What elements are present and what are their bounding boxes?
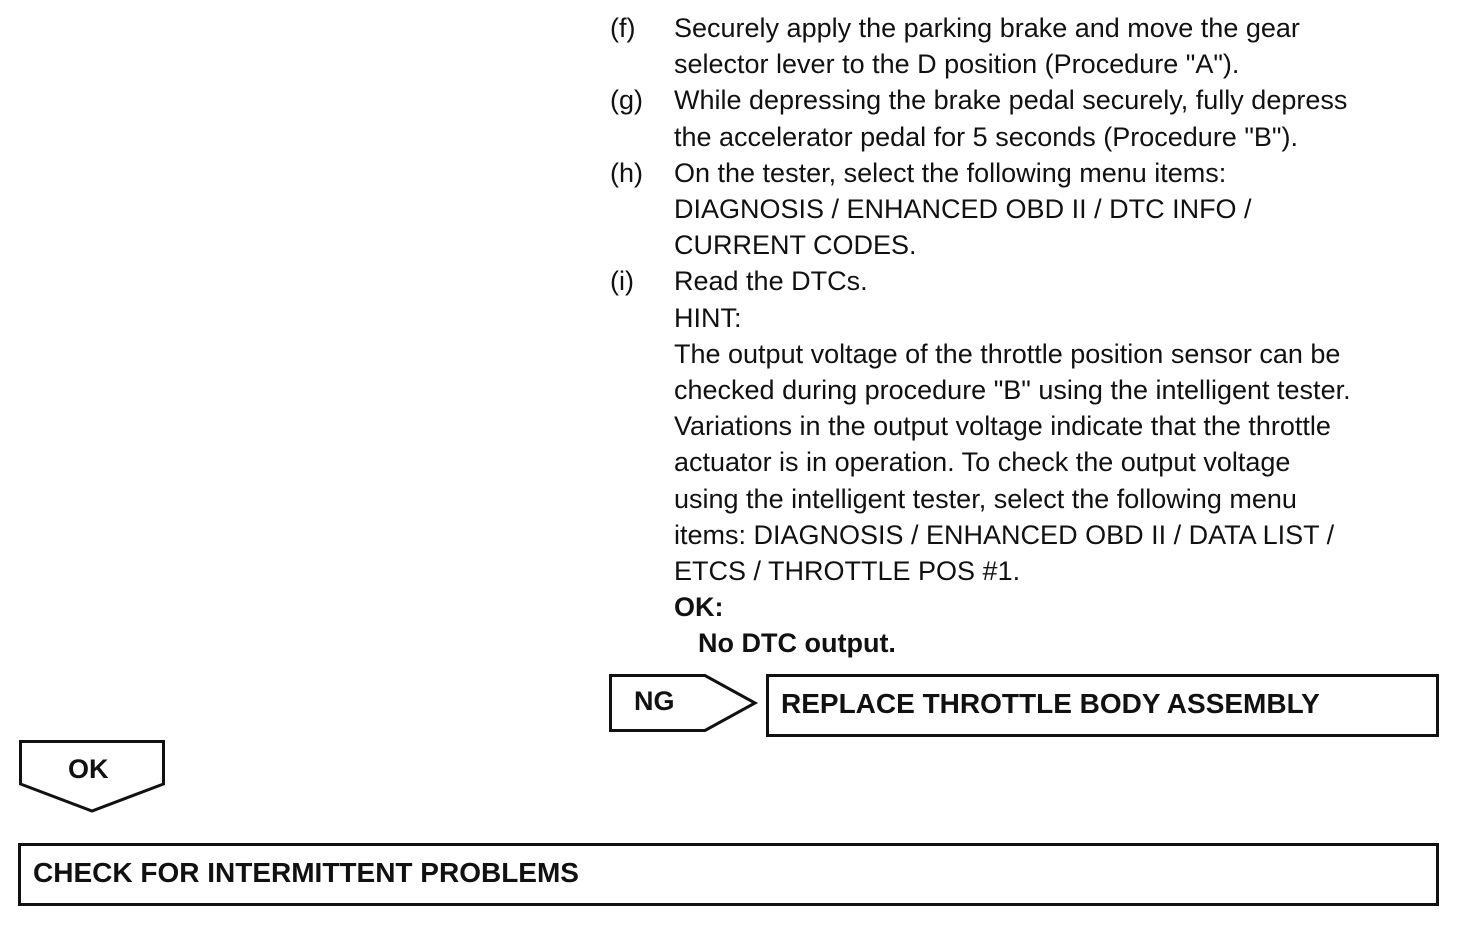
step-i: [610, 263, 1450, 661]
hint-text-line: checked during procedure "B" using the intelligent tester.: [674, 375, 1351, 406]
step-text-line: DIAGNOSIS / ENHANCED OBD II / DTC INFO /: [674, 194, 1252, 225]
ok-result-text: CHECK FOR INTERMITTENT PROBLEMS: [33, 857, 579, 888]
step-text-line: CURRENT CODES.: [674, 230, 917, 261]
step-h: [610, 155, 1450, 264]
step-text-line: selector lever to the D position (Procedure "A").: [674, 49, 1240, 80]
ng-result-box: [766, 674, 1439, 737]
hint-text-line: ETCS / THROTTLE POS #1.: [674, 556, 1021, 587]
ok-criteria-value: No DTC output.: [698, 628, 896, 659]
step-g: [610, 82, 1450, 154]
ok-label: OK: [68, 754, 109, 784]
hint-text-line: using the intelligent tester, select the following menu: [674, 483, 1297, 514]
step-text-line: On the tester, select the following menu items:: [674, 157, 1227, 188]
step-f: [610, 10, 1450, 82]
ng-label: NG: [634, 686, 675, 716]
step-text-line: Read the DTCs.: [674, 266, 868, 297]
step-text-line: Securely apply the parking brake and move the gear: [674, 13, 1300, 43]
step-marker: (i): [610, 266, 634, 297]
hint-label: HINT:: [674, 302, 742, 333]
ok-result-box: [18, 843, 1439, 906]
ok-criteria-label: OK:: [674, 592, 724, 623]
procedure-steps: [610, 10, 1450, 662]
hint-text-line: actuator is in operation. To check the output voltage: [674, 447, 1291, 478]
hint-text-line: Variations in the output voltage indicate that the throttle: [674, 411, 1331, 442]
step-marker: (g): [610, 85, 643, 116]
step-text-line: While depressing the brake pedal securely, fully depress: [674, 85, 1348, 116]
step-marker: (f): [610, 13, 636, 43]
hint-text-line: items: DIAGNOSIS / ENHANCED OBD II / DATA LIST /: [674, 519, 1335, 550]
step-text-line: the accelerator pedal for 5 seconds (Procedure "B").: [674, 121, 1298, 152]
hint-text-line: The output voltage of the throttle position sensor can be: [674, 338, 1341, 369]
ng-arrow-icon: [609, 674, 759, 732]
step-marker: (h): [610, 157, 643, 188]
ng-result-text: REPLACE THROTTLE BODY ASSEMBLY: [781, 688, 1320, 719]
